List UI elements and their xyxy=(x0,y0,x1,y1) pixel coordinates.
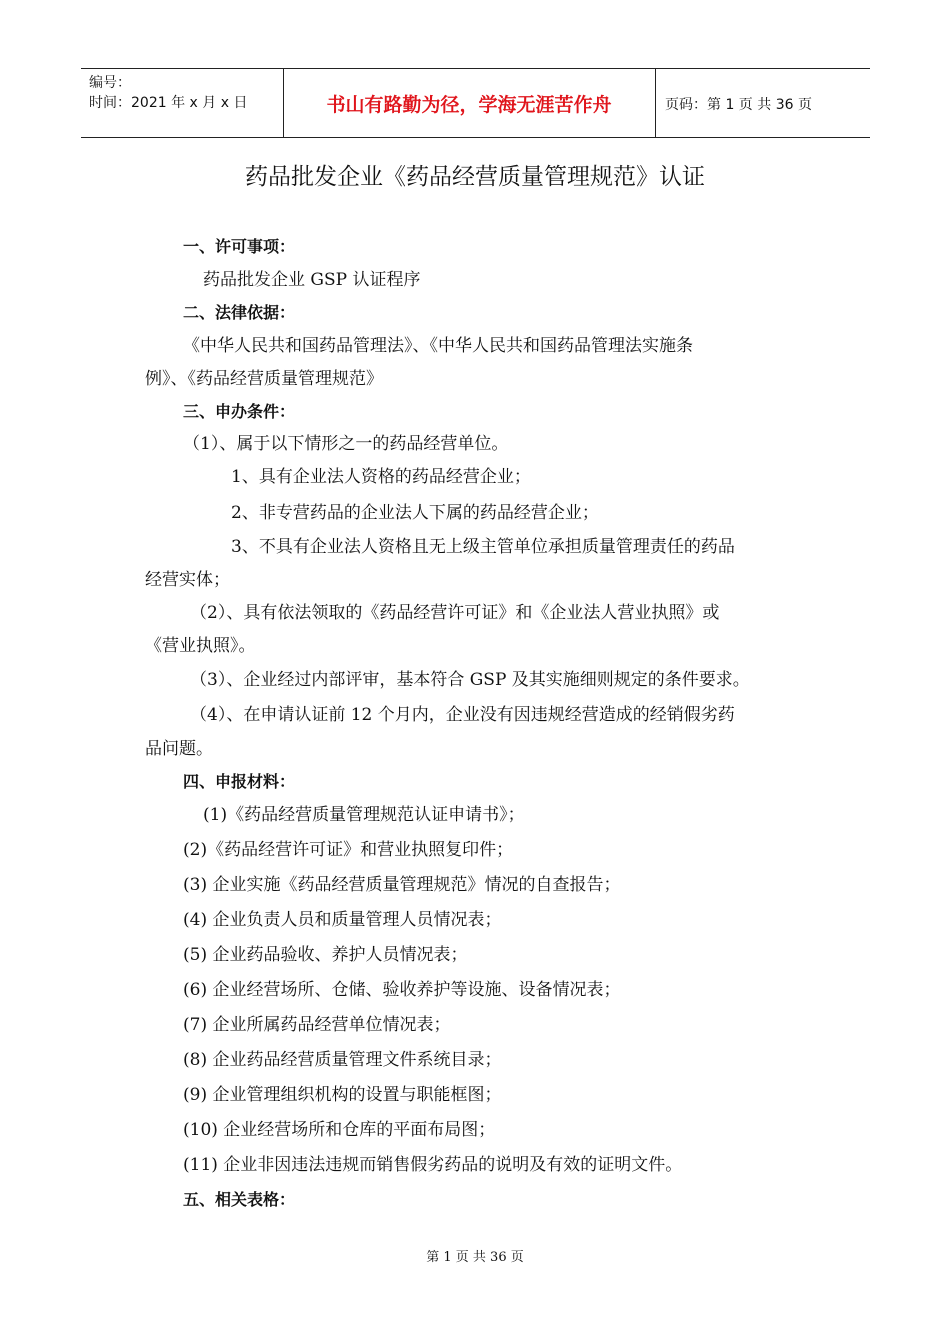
header-table xyxy=(81,68,870,138)
section-heading: 五、相关表格： xyxy=(183,1190,296,1209)
list-item: (11) 企业非因违法违规而销售假劣药品的说明及有效的证明文件。 xyxy=(183,1155,683,1175)
page-footer: 第 1 页 共 36 页 xyxy=(426,1250,524,1265)
paragraph: 《营业执照》。 xyxy=(145,636,256,656)
list-item: (2)《药品经营许可证》和营业执照复印件； xyxy=(183,840,514,860)
list-item: (4) 企业负责人员和质量管理人员情况表； xyxy=(183,910,502,930)
paragraph: 药品批发企业 GSP 认证程序 xyxy=(203,270,421,290)
paragraph: 1、具有企业法人资格的药品经营企业； xyxy=(231,467,531,487)
header-page-info: 页码：第 1 页 共 36 页 xyxy=(665,97,812,113)
section-heading: 二、法律依据： xyxy=(183,303,296,322)
paragraph: （3）、企业经过内部评审，基本符合 GSP 及其实施细则规定的条件要求。 xyxy=(190,670,750,690)
document-title: 药品批发企业《药品经营质量管理规范》认证 xyxy=(245,164,705,190)
list-item: (9) 企业管理组织机构的设置与职能框图； xyxy=(183,1085,502,1105)
paragraph: （4）、在申请认证前 12 个月内，企业没有因违规经营造成的经销假劣药 xyxy=(190,705,735,725)
section-heading: 四、申报材料： xyxy=(183,772,296,791)
list-item: (10) 企业经营场所和仓库的平面布局图； xyxy=(183,1120,496,1140)
list-item: (6) 企业经营场所、仓储、验收养护等设施、设备情况表； xyxy=(183,980,621,1000)
list-item: (1)《药品经营质量管理规范认证申请书》； xyxy=(203,805,525,825)
list-item: (3) 企业实施《药品经营质量管理规范》情况的自查报告； xyxy=(183,875,621,895)
list-item: (8) 企业药品经营质量管理文件系统目录； xyxy=(183,1050,502,1070)
time-label: 时间：2021 年 x 月 x 日 xyxy=(89,95,248,111)
number-label: 编号： xyxy=(89,75,131,91)
paragraph: 3、不具有企业法人资格且无上级主管单位承担质量管理责任的药品 xyxy=(231,537,735,557)
list-item: (7) 企业所属药品经营单位情况表； xyxy=(183,1015,451,1035)
header-motto: 书山有路勤为径，学海无涯苦作舟 xyxy=(326,93,612,116)
paragraph: 经营实体； xyxy=(145,570,230,590)
paragraph: 品问题。 xyxy=(145,739,213,759)
list-item: (5) 企业药品验收、养护人员情况表； xyxy=(183,945,468,965)
paragraph: （1）、属于以下情形之一的药品经营单位。 xyxy=(183,434,509,454)
paragraph: （2）、具有依法领取的《药品经营许可证》和《企业法人营业执照》或 xyxy=(190,603,720,623)
paragraph: 2、非专营药品的企业法人下属的药品经营企业； xyxy=(231,503,599,523)
section-heading: 一、许可事项： xyxy=(183,237,296,256)
section-heading: 三、申办条件： xyxy=(183,402,296,421)
header-divider xyxy=(655,69,656,137)
paragraph: 《中华人民共和国药品管理法》、《中华人民共和国药品管理法实施条 xyxy=(183,336,693,356)
paragraph: 例》、《药品经营质量管理规范》 xyxy=(145,369,383,389)
header-meta xyxy=(89,73,247,113)
